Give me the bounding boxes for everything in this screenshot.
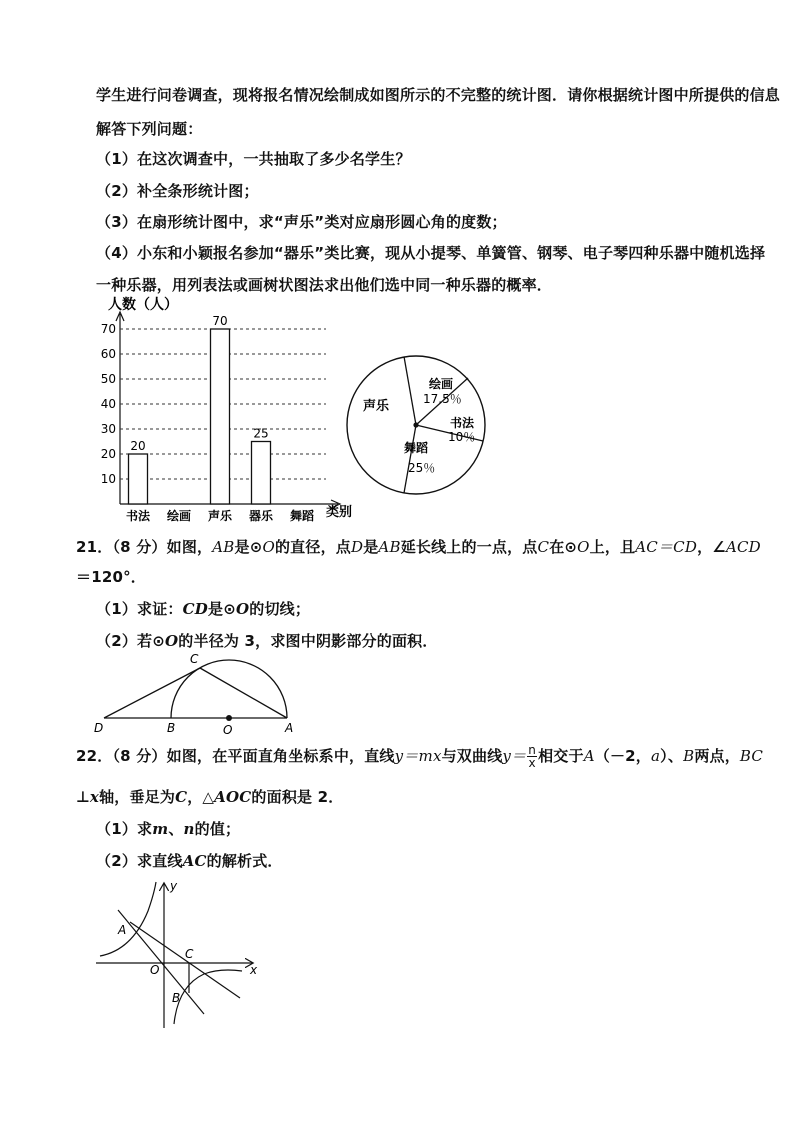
q21-sub-1 bbox=[96, 598, 310, 619]
bar-chart bbox=[88, 292, 358, 528]
pie-label-huihua: 绘画 bbox=[429, 377, 454, 391]
q21-t7: ，∠ bbox=[697, 538, 726, 556]
bar-chart-ytick-label: 40 bbox=[100, 397, 116, 411]
q20-sub-2: （2）补全条形统计图； bbox=[96, 182, 259, 200]
label-x: x bbox=[250, 963, 258, 977]
pie-pct-shufa: 10％ bbox=[448, 430, 476, 444]
q21-o: O bbox=[262, 538, 275, 556]
q22-bc: BC bbox=[739, 747, 764, 765]
q21-acd: ACD bbox=[725, 538, 761, 556]
label-d: D bbox=[94, 721, 104, 735]
q22-t3: 相交于 bbox=[538, 747, 584, 765]
bar-category-label: 声乐 bbox=[207, 509, 233, 523]
q21-c: C bbox=[537, 538, 550, 556]
q22-l2c: ，△ bbox=[187, 788, 215, 806]
intro-line-1: 学生进行问卷调查，现将报名情况绘制成如图所示的不完整的统计图．请你根据统计图中所提供的信息 bbox=[96, 86, 781, 104]
q22-eq1: y＝mx bbox=[394, 747, 442, 765]
bar-chart-ytick-label: 70 bbox=[100, 322, 116, 336]
q22-l2a: ⊥ bbox=[76, 788, 90, 806]
q22-x: x bbox=[89, 788, 100, 806]
bar-value-label: 70 bbox=[212, 314, 228, 328]
bar-chart-ytick-label: 30 bbox=[100, 422, 116, 436]
semicircle-arc bbox=[171, 660, 287, 718]
bar-category-label: 书法 bbox=[125, 509, 151, 523]
bar-0 bbox=[129, 454, 148, 504]
bar-chart-xlabel: 类别 bbox=[326, 505, 353, 520]
q21-sub-2 bbox=[96, 630, 438, 651]
q22-sub-2 bbox=[96, 850, 283, 871]
pie-pct-wudao: 25％ bbox=[408, 461, 436, 475]
q21-s2b: 的半径为 3，求图中阴影部分的面积． bbox=[178, 632, 438, 650]
q21-head: 21．（8 分）如图， bbox=[76, 538, 213, 556]
bar-category-label: 绘画 bbox=[166, 509, 192, 523]
q20-sub-4a: （4）小东和小颖报名参加“器乐”类比赛，现从小提琴、单簧管、钢琴、电子琴四种乐器中随机选择 bbox=[96, 244, 766, 262]
q21-ab: AB bbox=[212, 538, 235, 556]
q21-t1: 是⊙ bbox=[234, 538, 263, 556]
q22-t5: ）、 bbox=[660, 747, 684, 765]
q22-t6: 两点， bbox=[694, 747, 740, 765]
pie-label-shengyue: 声乐 bbox=[363, 399, 390, 414]
bar-value-label: 25 bbox=[253, 426, 269, 441]
q22-pta: A bbox=[583, 747, 595, 765]
line-dc bbox=[104, 668, 200, 718]
q21-d: D bbox=[350, 538, 364, 556]
q22-t1: 22．（8 分）如图，在平面直角坐标系中，直线 bbox=[76, 747, 395, 765]
q21-s1o: O bbox=[235, 600, 250, 618]
q20-sub-1: （1）在这次调查中，一共抽取了多少名学生？ bbox=[96, 150, 411, 168]
q22-ptc: C bbox=[175, 788, 188, 806]
pie-pct-huihua: 17.5％ bbox=[423, 392, 462, 406]
q21-t3: 是 bbox=[363, 538, 379, 556]
q21-s1b: 是⊙ bbox=[208, 600, 236, 618]
q21-s1c: 的切线； bbox=[249, 600, 311, 618]
line-ca bbox=[200, 668, 287, 718]
q22-frac-num: n bbox=[528, 743, 537, 757]
intro-line-2: 解答下列问题： bbox=[96, 120, 203, 138]
q21-figure bbox=[90, 650, 300, 740]
q22-fraction bbox=[527, 744, 537, 769]
bar-chart-ytick-label: 60 bbox=[100, 347, 116, 361]
bar-2 bbox=[211, 329, 230, 504]
q22-figure bbox=[92, 876, 262, 1036]
q22-t4: （－2， bbox=[594, 747, 652, 765]
label-a: A bbox=[118, 923, 127, 937]
bar-3 bbox=[252, 442, 271, 505]
q22-s2b: 的解析式． bbox=[206, 852, 283, 870]
bar-value-label: 20 bbox=[130, 439, 146, 453]
pie-label-shufa: 书法 bbox=[450, 416, 475, 430]
q21-t2: 的直径，点 bbox=[274, 538, 351, 556]
q21-t5: 在⊙ bbox=[549, 538, 578, 556]
q22-s2a: （2）求直线 bbox=[96, 852, 183, 870]
q20-sub-4b: 一种乐器，用列表法或画树状图法求出他们选中同一种乐器的概率． bbox=[96, 276, 553, 294]
q22-s1c: 的值； bbox=[194, 820, 241, 838]
q22-s1a: （1）求 bbox=[96, 820, 153, 838]
pie-center-dot bbox=[413, 422, 418, 427]
q22-n: n bbox=[183, 820, 195, 838]
q22-m: m bbox=[152, 820, 169, 838]
q21-s1a: （1）求证： bbox=[96, 600, 183, 618]
pie-chart bbox=[340, 350, 500, 500]
q22-sub-1 bbox=[96, 818, 240, 839]
label-o: O bbox=[223, 723, 233, 737]
label-o: O bbox=[150, 963, 160, 977]
q21-title bbox=[76, 536, 761, 557]
bar-chart-ylabel: 人数（人） bbox=[108, 297, 178, 313]
q22-a: a bbox=[651, 747, 661, 765]
q21-s1cd: CD bbox=[182, 600, 208, 618]
q22-l2d: 的面积是 2． bbox=[251, 788, 344, 806]
q21-s2o: O bbox=[165, 632, 179, 650]
q22-ptb: B bbox=[683, 747, 695, 765]
q22-t2: 与双曲线 bbox=[441, 747, 503, 765]
q21-o-2: O bbox=[577, 538, 590, 556]
label-a: A bbox=[285, 721, 294, 735]
q21-ac-cd: AC＝CD bbox=[635, 538, 698, 556]
q22-eq2: y＝ bbox=[502, 747, 527, 765]
q22-title bbox=[76, 744, 763, 769]
pie-divider-1 bbox=[404, 357, 416, 426]
pie-label-wudao: 舞蹈 bbox=[404, 441, 429, 455]
label-b: B bbox=[172, 991, 181, 1005]
hyperbola-lower-right bbox=[174, 970, 242, 1024]
q21-t4: 延长线上的一点，点 bbox=[400, 538, 538, 556]
q21-ab-2: AB bbox=[378, 538, 401, 556]
label-c: C bbox=[190, 652, 199, 666]
q22-s1b: 、 bbox=[168, 820, 184, 838]
q22-line-2 bbox=[76, 786, 343, 807]
q22-frac-den: x bbox=[528, 756, 536, 770]
bar-chart-ytick-label: 50 bbox=[100, 372, 116, 386]
pie-divider-4 bbox=[404, 425, 416, 493]
q22-l2b: 轴，垂足为 bbox=[99, 788, 176, 806]
bar-category-label: 器乐 bbox=[248, 509, 274, 523]
q20-sub-3: （3）在扇形统计图中，求“声乐”类对应扇形圆心角的度数； bbox=[96, 213, 507, 231]
bar-chart-ytick-label: 10 bbox=[100, 472, 116, 486]
q21-s2: （2）若⊙ bbox=[96, 632, 166, 650]
center-o-dot bbox=[226, 715, 232, 721]
label-c: C bbox=[185, 947, 194, 961]
q22-aoc: AOC bbox=[214, 788, 252, 806]
label-b: B bbox=[167, 721, 176, 735]
bar-category-label: 舞蹈 bbox=[289, 509, 315, 523]
line-ab bbox=[118, 910, 204, 1014]
bar-chart-ytick-label: 20 bbox=[100, 447, 116, 461]
q21-line-2: ＝120°． bbox=[76, 568, 147, 586]
q22-ac: AC bbox=[182, 852, 207, 870]
label-y: y bbox=[170, 879, 178, 893]
q21-t6: 上，且 bbox=[589, 538, 636, 556]
